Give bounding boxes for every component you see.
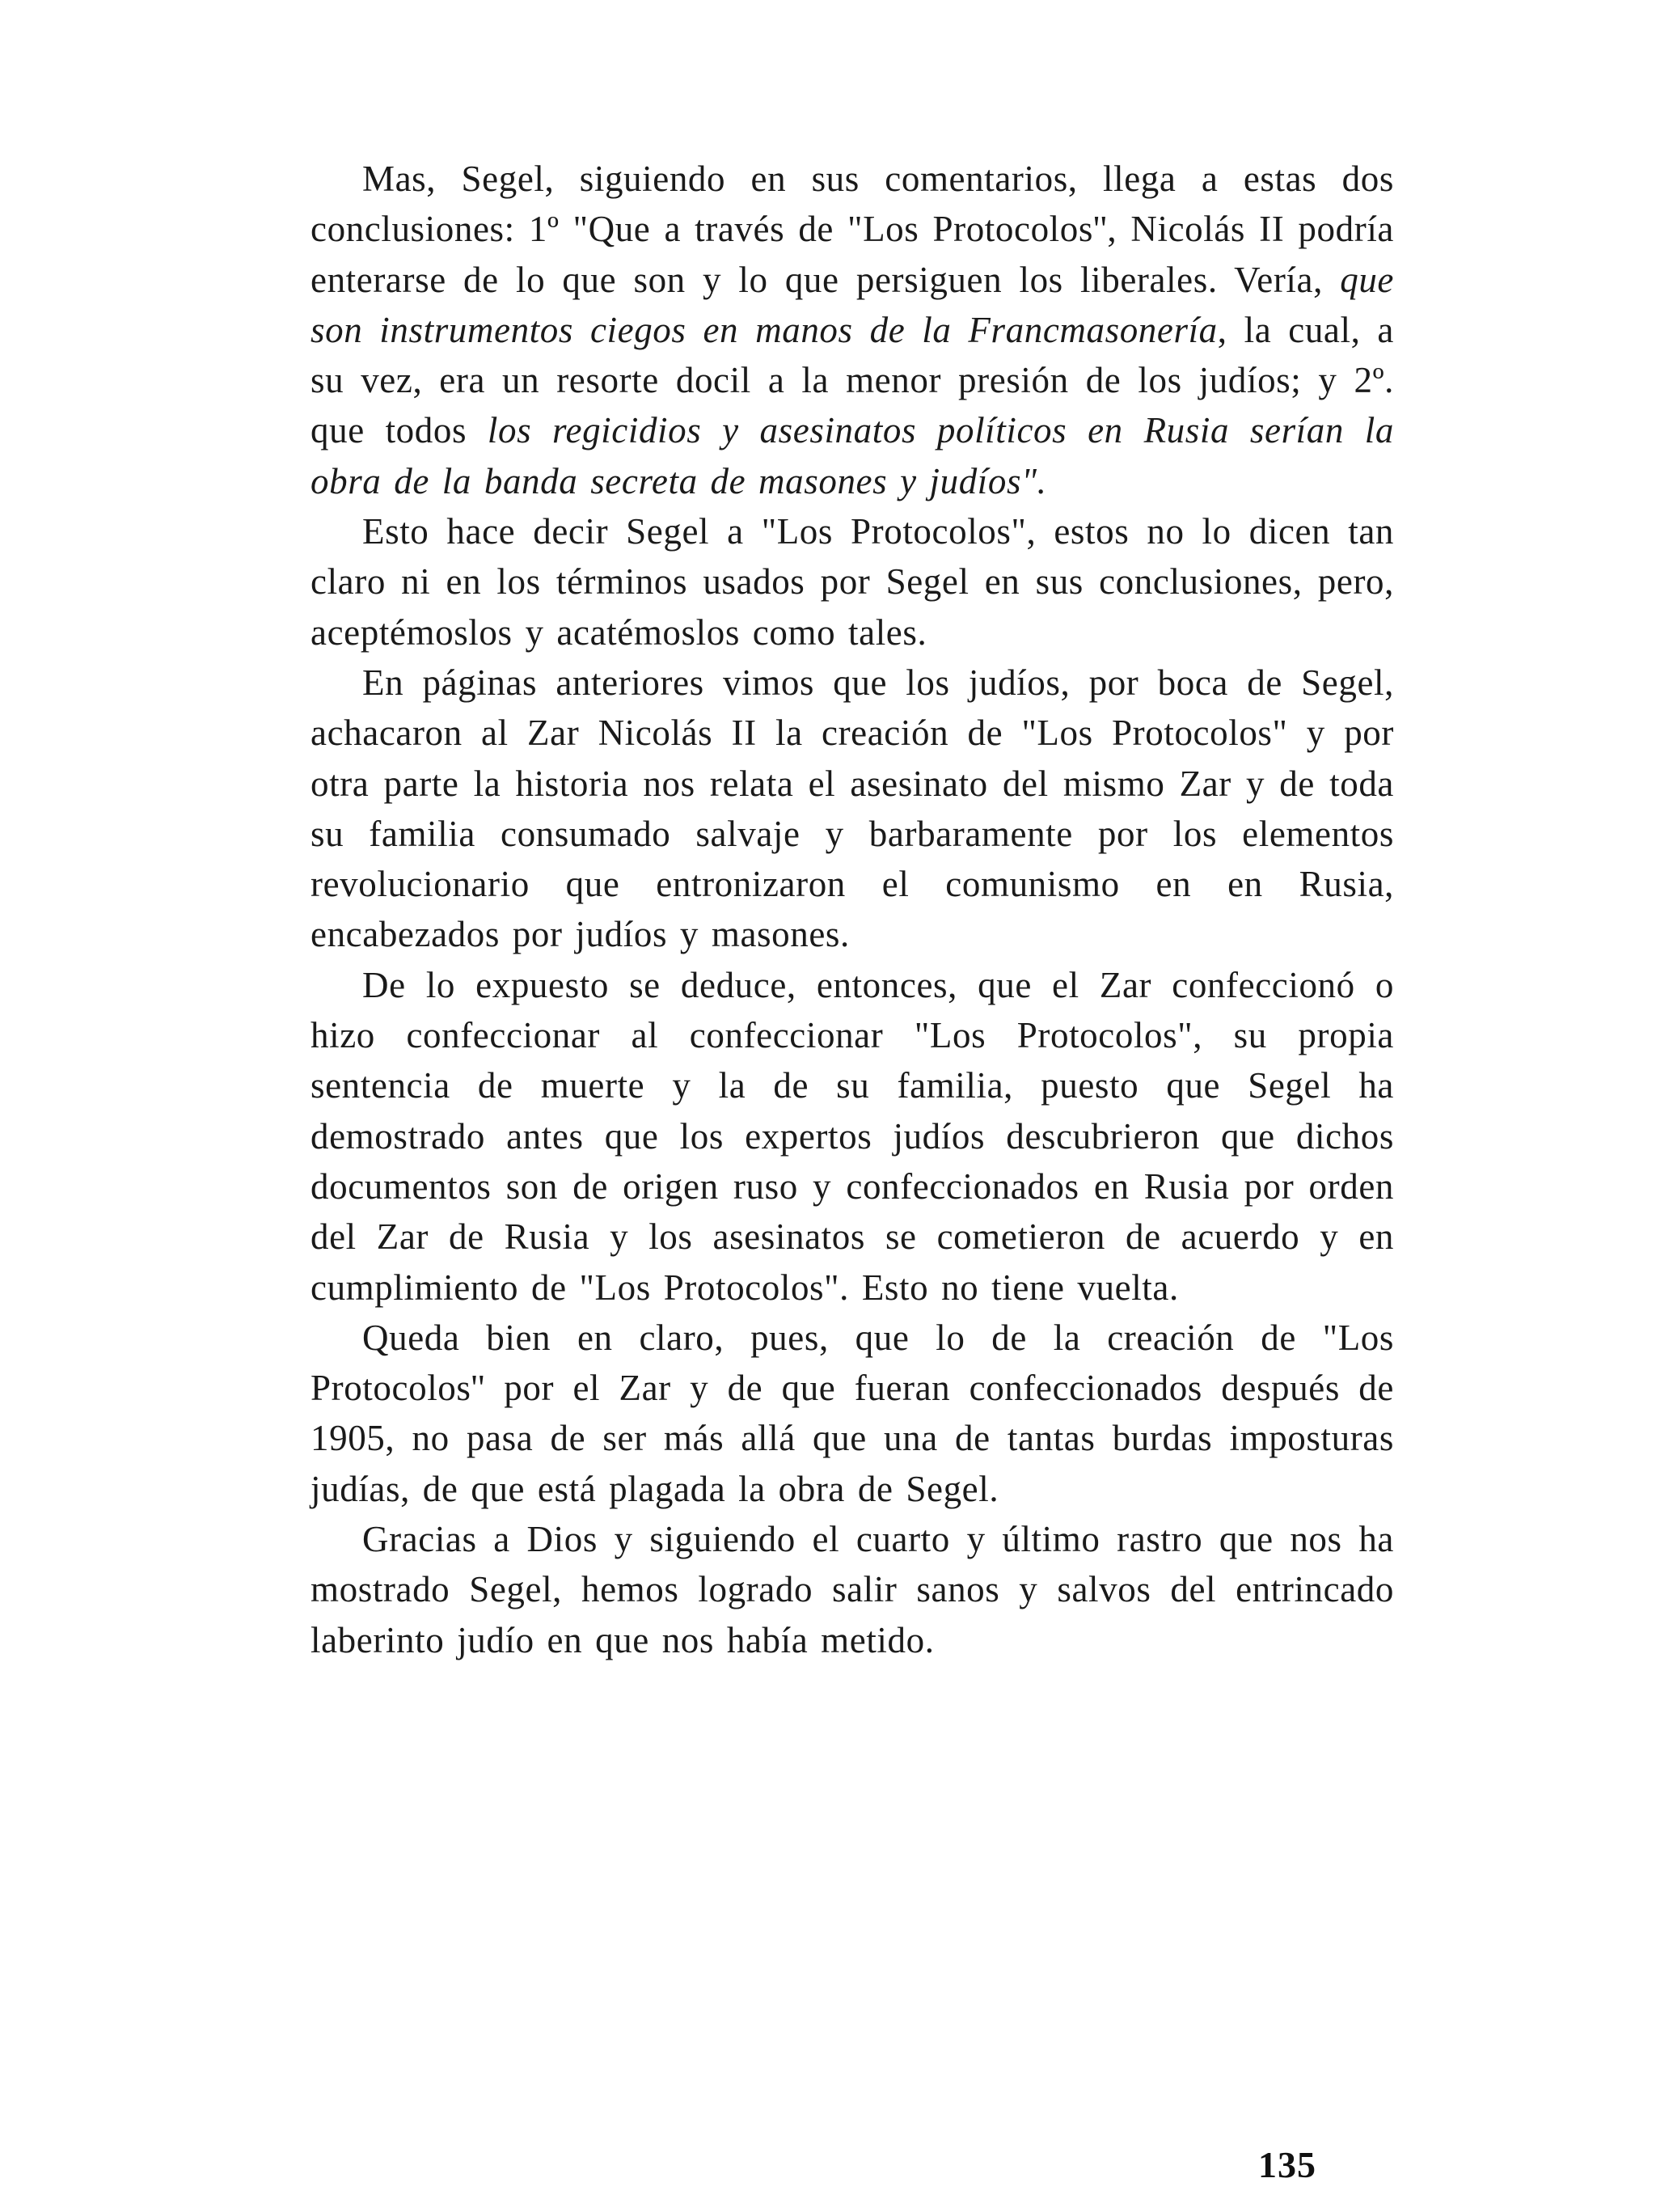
paragraph-5-segment: Queda bien en claro, pues, que lo de la creación de "Los Protocolos'' por el Zar y de que fueran confeccionados después de 1905, no pasa de ser más allá que una de tantas burdas imposturas judías, de que está plagada la obra de Segel. [310, 1317, 1394, 1509]
paragraph-2-segment: Esto hace decir Segel a "Los Protocolos", estos no lo dicen tan claro ni en los términos usados por Segel en sus conclusiones, pero, aceptémoslos y acatémoslos como tales. [310, 511, 1394, 653]
page-number: 135 [1258, 2144, 1316, 2185]
paragraph-4 [310, 960, 1394, 1313]
paragraph-1-italic-segment: que son instrumentos ciegos en manos de la Francmasonería [310, 259, 1394, 350]
paragraph-5 [310, 1313, 1394, 1514]
paragraph-1 [310, 154, 1394, 506]
paragraph-1-segment: Mas, Segel, siguiendo en sus comentarios, llega a estas dos conclusiones: 1º "Que a través de "Los Protocolos'', Nicolás II podría enterarse de lo que son y lo que persiguen los liberales. Vería, [310, 159, 1394, 300]
paragraph-2 [310, 506, 1394, 658]
paragraph-6 [310, 1514, 1394, 1665]
body-text [310, 154, 1394, 1665]
paragraph-1-segment: , la cual, a su vez, era un resorte docil a la menor presión de los judíos; y 2º. que todos [310, 309, 1394, 451]
paragraph-3 [310, 658, 1394, 960]
paragraph-4-segment: De lo expuesto se deduce, entonces, que el Zar confeccionó o hizo confeccionar al confeccionar "Los Protocolos", su propia sentencia de muerte y la de su familia, puesto que Segel ha demostrado antes que los expertos judíos descubrieron que dichos documentos son de origen ruso y confeccionados en Rusia por orden del Zar de Rusia y los asesinatos se cometieron de acuerdo y en cumplimiento de "Los Protocolos". Esto no tiene vuelta. [310, 964, 1394, 1308]
paragraph-1-italic-segment: los regicidios y asesinatos políticos en Rusia serían la obra de la banda secreta de masones y judíos". [310, 410, 1394, 501]
paragraph-6-segment: Gracias a Dios y siguiendo el cuarto y último rastro que nos ha mostrado Segel, hemos logrado salir sanos y salvos del entrincado laberinto judío en que nos había metido. [310, 1519, 1394, 1660]
paragraph-3-segment: En páginas anteriores vimos que los judíos, por boca de Segel, achacaron al Zar Nicolás II la creación de "Los Protocolos" y por otra parte la historia nos relata el asesinato del mismo Zar y de toda su familia consumado salvaje y barbaramente por los elementos revolucionario que entronizaron el comunismo en en Rusia, encabezados por judíos y masones. [310, 662, 1394, 955]
